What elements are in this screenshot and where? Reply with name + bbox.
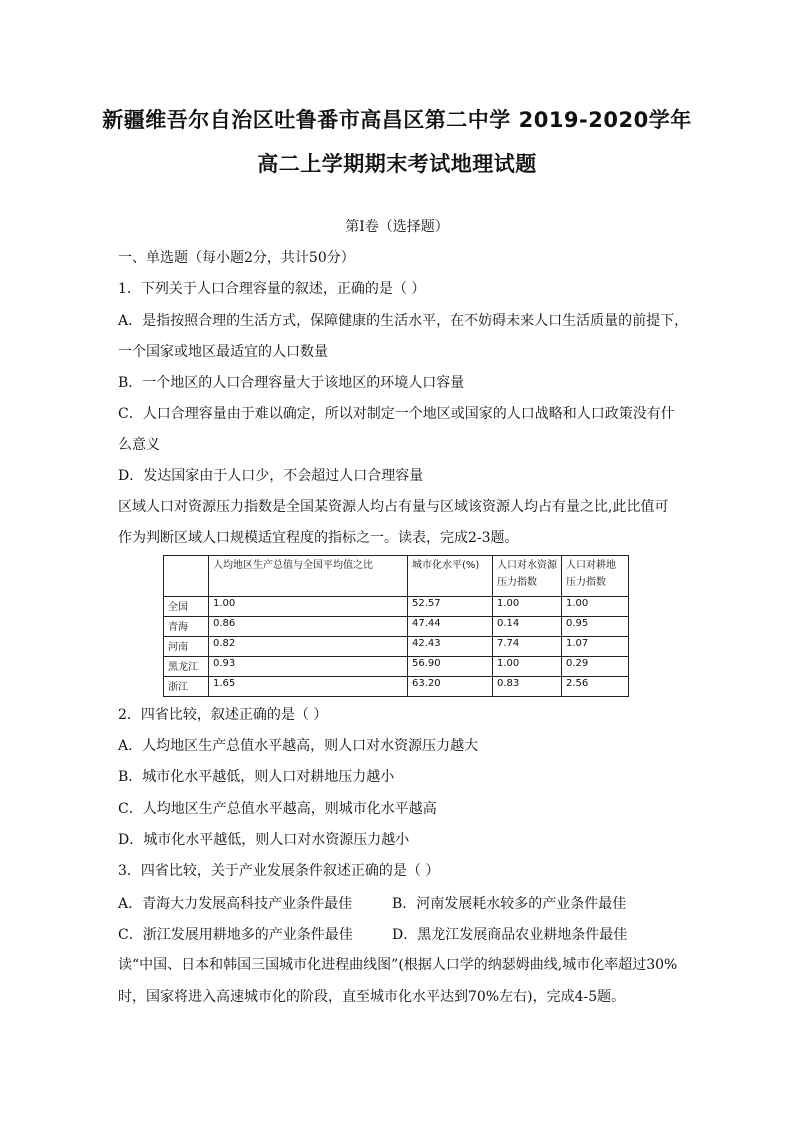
- question-2-option-d: D．城市化水平越低，则人口对水资源压力越小: [118, 832, 410, 848]
- table-cell: 青海: [164, 617, 209, 637]
- question-2-option-c: C．人均地区生产总值水平越高，则城市化水平越高: [118, 801, 437, 817]
- question-1-stem: 1．下列关于人口合理容量的叙述，正确的是（ ）: [118, 281, 426, 297]
- question-2-option-a: A．人均地区生产总值水平越高，则人口对水资源压力越大: [118, 738, 479, 754]
- question-3-option-a: A．青海大力发展高科技产业条件最佳: [118, 896, 353, 912]
- table-row: [164, 617, 629, 637]
- passage-2-line-2: 时，国家将进入高速城市化的阶段，直至城市化水平达到70%左右)，完成4-5题。: [118, 989, 626, 1005]
- table-cell: 52.57: [408, 597, 493, 617]
- table-cell: 1.65: [209, 677, 408, 697]
- table-cell: 1.00: [209, 597, 408, 617]
- table-cell: 全国: [164, 597, 209, 617]
- data-table: [163, 555, 629, 697]
- table-header-cell: [164, 556, 209, 597]
- table-cell: 0.93: [209, 657, 408, 677]
- question-1-option-c: C．人口合理容量由于难以确定，所以对制定一个地区或国家的人口战略和人口政策没有什: [118, 406, 675, 422]
- question-1-option-a: A．是指按照合理的生活方式，保障健康的生活水平，在不妨碍未来人口生活质量的前提下，: [118, 313, 689, 329]
- table-cell: 浙江: [164, 677, 209, 697]
- table-cell: 7.74: [493, 637, 562, 657]
- question-3-option-d: D．黑龙江发展商品农业耕地条件最佳: [392, 927, 628, 943]
- table-header-cell: 人口对水资源压力指数: [493, 556, 562, 597]
- table-row: [164, 637, 629, 657]
- table-cell: 黑龙江: [164, 657, 209, 677]
- table-cell: 42.43: [408, 637, 493, 657]
- question-1-option-b: B．一个地区的人口合理容量大于该地区的环境人口容量: [118, 375, 465, 391]
- table-cell: 63.20: [408, 677, 493, 697]
- question-1-option-a-cont: 一个国家或地区最适宜的人口数量: [118, 344, 328, 360]
- passage-2-line-1: 读“中国、日本和韩国三国城市化进程曲线图”(根据人口学的纳瑟姆曲线,城市化率超过30%: [118, 957, 678, 973]
- table-cell: 0.95: [562, 617, 629, 637]
- question-3-option-c: C．浙江发展用耕地多的产业条件最佳: [118, 927, 353, 943]
- table-header-cell: 人口对耕地压力指数: [562, 556, 629, 597]
- table-cell: 0.29: [562, 657, 629, 677]
- question-3-stem: 3．四省比较，关于产业发展条件叙述正确的是（ ）: [118, 863, 440, 879]
- passage-line-2: 作为判断区域人口规模适宜程度的指标之一。读表，完成2-3题。: [118, 530, 519, 546]
- section-heading: 第I卷（选择题）: [345, 219, 449, 235]
- table-row: [164, 657, 629, 677]
- table-cell: 0.86: [209, 617, 408, 637]
- question-2-stem: 2．四省比较，叙述正确的是（ ）: [118, 707, 328, 723]
- table-header-cell: 人均地区生产总值与全国平均值之比: [209, 556, 408, 597]
- question-3-option-b: B．河南发展耗水较多的产业条件最佳: [392, 896, 627, 912]
- table-row: [164, 597, 629, 617]
- table-cell: 47.44: [408, 617, 493, 637]
- table-cell: 0.82: [209, 637, 408, 657]
- table-cell: 1.00: [562, 597, 629, 617]
- table-cell: 1.07: [562, 637, 629, 657]
- table-cell: 1.00: [493, 657, 562, 677]
- table-row: [164, 677, 629, 697]
- table-cell: 1.00: [493, 597, 562, 617]
- question-2-option-b: B．城市化水平越低，则人口对耕地压力越小: [118, 769, 395, 785]
- table-cell: 2.56: [562, 677, 629, 697]
- question-1-option-c-cont: 么意义: [118, 437, 160, 453]
- table-header-row: [164, 556, 629, 597]
- document-title-line-2: 高二上学期期末考试地理试题: [257, 152, 537, 176]
- table-cell: 56.90: [408, 657, 493, 677]
- passage-line-1: 区域人口对资源压力指数是全国某资源人均占有量与区域该资源人均占有量之比,此比值可: [118, 499, 669, 515]
- document-title-line-1: 新疆维吾尔自治区吐鲁番市高昌区第二中学 2019-2020学年: [102, 108, 692, 132]
- table-header-cell: 城市化水平(%): [408, 556, 493, 597]
- part-heading: 一、单选题（每小题2分，共计50分）: [118, 250, 355, 266]
- table-cell: 0.83: [493, 677, 562, 697]
- table-cell: 河南: [164, 637, 209, 657]
- table-cell: 0.14: [493, 617, 562, 637]
- question-1-option-d: D．发达国家由于人口少，不会超过人口合理容量: [118, 468, 424, 484]
